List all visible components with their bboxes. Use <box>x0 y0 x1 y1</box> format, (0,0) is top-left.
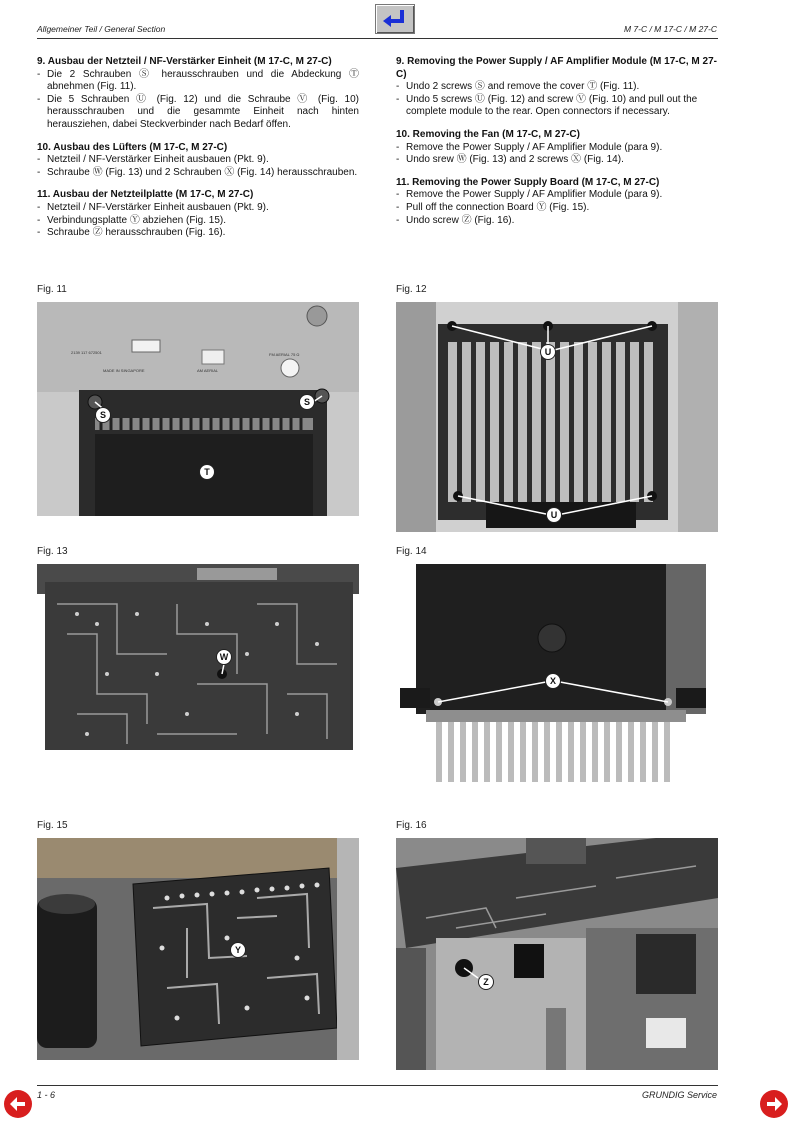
label-am-aerial: AM AERIAL <box>197 368 219 373</box>
german-column <box>37 56 359 250</box>
list-item: - Die 5 Schrauben Ⓤ (Fig. 12) und die Schraube Ⓥ (Fig. 10) herausschrauben und die gesammte Einheit nach hinten herausziehen, dabei Steckverbinder nach Bedarf öffen. <box>37 94 359 132</box>
marker-w: W <box>216 649 232 665</box>
marker-u: U <box>546 507 562 523</box>
figure-label: Fig. 11 <box>37 284 67 295</box>
list-item: - Remove the Power Supply / AF Amplifier Module (para 9). <box>396 189 718 202</box>
list-item: - Undo srew Ⓦ (Fig. 13) and 2 screws Ⓧ (Fig. 14). <box>396 154 718 167</box>
figure-15-photo <box>37 838 359 1060</box>
figure-label: Fig. 13 <box>37 546 68 557</box>
section-title: 11. Ausbau der Netzteilplatte (M 17-C, M 27-C) <box>37 189 254 201</box>
previous-page-button[interactable] <box>4 1090 32 1118</box>
list-item: - Die 2 Schrauben Ⓢ herausschrauben und die Abdeckung Ⓣ abnehmen (Fig. 11). <box>37 69 359 94</box>
header-model-list: M 7-C / M 17-C / M 27-C <box>623 24 717 34</box>
figure-label: Fig. 15 <box>37 820 68 831</box>
marker-s: S <box>95 407 111 423</box>
list-item: - Remove the Power Supply / AF Amplifier Module (para 9). <box>396 142 718 155</box>
list-item: - Schraube Ⓩ herausschrauben (Fig. 16). <box>37 227 359 240</box>
figure-label: Fig. 16 <box>396 820 427 831</box>
next-page-button[interactable] <box>760 1090 788 1118</box>
section-title: 11. Removing the Power Supply Board (M 17-C, M 27-C) <box>396 176 660 188</box>
figure-12-photo <box>396 302 718 532</box>
figure-11-photo <box>37 302 359 516</box>
marker-z: Z <box>478 974 494 990</box>
figure-14-photo <box>396 564 718 790</box>
section-title: 9. Removing the Power Supply / AF Amplifier Module (M 17-C, M 27-C) <box>396 56 717 80</box>
header-section-title: Allgemeiner Teil / General Section <box>37 24 166 34</box>
list-item: - Verbindungsplatte Ⓨ abziehen (Fig. 15). <box>37 215 359 228</box>
marker-y: Y <box>230 942 246 958</box>
return-arrow-icon <box>380 7 410 31</box>
footer-rule <box>37 1085 718 1086</box>
section-en-10 <box>396 129 718 167</box>
section-de-10 <box>37 142 359 180</box>
english-column <box>396 56 718 237</box>
marker-x: X <box>545 673 561 689</box>
list-item: - Undo 2 screws Ⓢ and remove the cover Ⓣ (Fig. 11). <box>396 81 718 94</box>
figure-13-photo <box>37 564 359 772</box>
label-fm-aerial: FM AERIAL 75 Ω <box>269 352 300 357</box>
label-made-in: MADE IN SINGAPORE <box>103 368 145 373</box>
section-title: 10. Ausbau des Lüfters (M 17-C, M 27-C) <box>37 141 228 153</box>
section-en-11 <box>396 177 718 227</box>
header-rule <box>37 38 718 39</box>
marker-u: U <box>540 344 556 360</box>
figure-label: Fig. 12 <box>396 284 427 295</box>
figure-16-photo <box>396 838 718 1070</box>
marker-t: T <box>199 464 215 480</box>
list-item: - Undo screw Ⓩ (Fig. 16). <box>396 215 718 228</box>
arrow-left-icon <box>8 1094 28 1114</box>
label-serial: 2139 117 672501 <box>71 350 102 355</box>
list-item: - Netzteil / NF-Verstärker Einheit ausbauen (Pkt. 9). <box>37 202 359 215</box>
marker-s: S <box>299 394 315 410</box>
figure-label: Fig. 14 <box>396 546 427 557</box>
back-button[interactable] <box>375 4 415 34</box>
footer-brand: GRUNDIG Service <box>641 1090 717 1100</box>
section-title: 9. Ausbau der Netzteil / NF-Verstärker Einheit (M 17-C, M 27-C) <box>37 56 332 67</box>
list-item: - Pull off the connection Board Ⓨ (Fig. 15). <box>396 202 718 215</box>
section-de-9 <box>37 56 359 132</box>
list-item: - Netzteil / NF-Verstärker Einheit ausbauen (Pkt. 9). <box>37 154 359 167</box>
list-item: - Undo 5 screws Ⓤ (Fig. 12) and screw Ⓥ (Fig. 10) and pull out the complete module to the rear. Open connectors if necessary. <box>396 94 718 119</box>
list-item: - Schraube Ⓦ (Fig. 13) und 2 Schrauben Ⓧ (Fig. 14) herausschrauben. <box>37 167 359 180</box>
section-de-11 <box>37 189 359 239</box>
section-title: 10. Removing the Fan (M 17-C, M 27-C) <box>396 128 580 140</box>
arrow-right-icon <box>764 1094 784 1114</box>
section-en-9 <box>396 56 718 119</box>
page-number: 1 - 6 <box>37 1090 56 1100</box>
